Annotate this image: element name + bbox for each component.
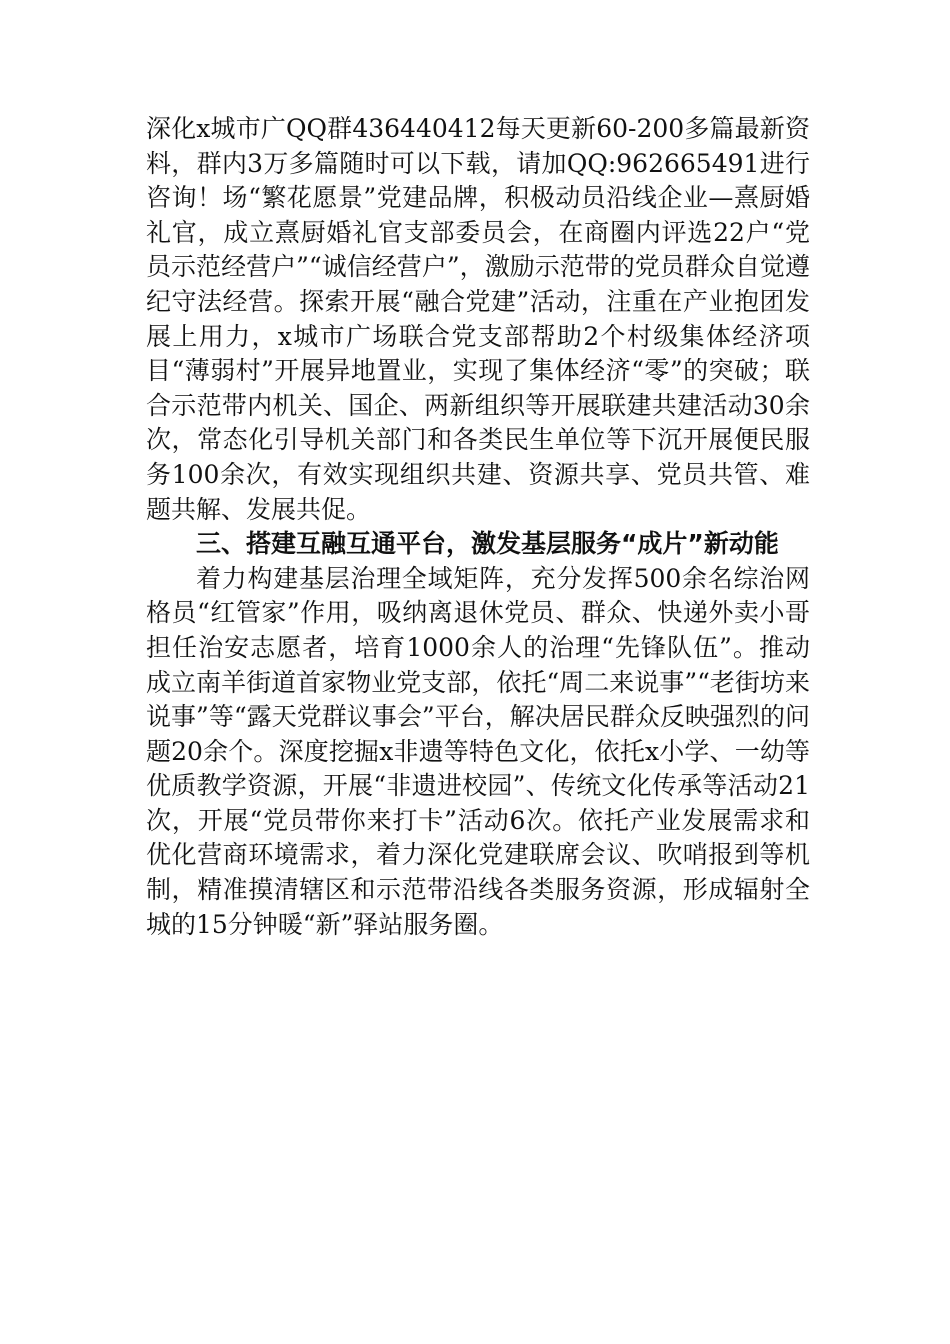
body-paragraph-2: 着力构建基层治理全域矩阵，充分发挥500余名综治网格员“红管家”作用，吸纳离退休党员、群众、快递外卖小哥担任治安志愿者，培育1000余人的治理“先锋队伍”。推动成立南羊街道首家物业党支部，依托“周二来说事”“老街坊来说事”等“露天党群议事会”平台，解决居民群众反映强烈的问题20余个。深度挖掘x非遗等特色文化，依托x小学、一幼等优质教学资源，开展“非遗进校园”、传统文化传承等活动21次，开展“党员带你来打卡”活动6次。依托产业发展需求和优化营商环境需求，着力深化党建联席会议、吹哨报到等机制，精准摸清辖区和示范带沿线各类服务资源，形成辐射全城的15分钟暖“新”驿站服务圈。 [146,563,810,939]
section-heading-3: 三、搭建互融互通平台，激发基层服务“成片”新动能 [196,529,779,559]
document-body [146,112,810,942]
body-paragraph-1: 深化x城市广QQ群436440412每天更新60-200多篇最新资料，群内3万多篇随时可以下载，请加QQ:962665491进行咨询！场“繁花愿景”党建品牌，积极动员沿线企业—熹厨婚礼官，成立熹厨婚礼官支部委员会，在商圈内评选22户“党员示范经营户”“诚信经营户”，激励示范带的党员群众自觉遵纪守法经营。探索开展“融合党建”活动，注重在产业抱团发展上用力，x城市广场联合党支部帮助2个村级集体经济项目“薄弱村”开展异地置业，实现了集体经济“零”的突破；联合示范带内机关、国企、两新组织等开展联建共建活动30余次，常态化引导机关部门和各类民生单位等下沉开展便民服务100余次，有效实现组织共建、资源共享、党员共管、难题共解、发展共促。 [146,114,810,524]
